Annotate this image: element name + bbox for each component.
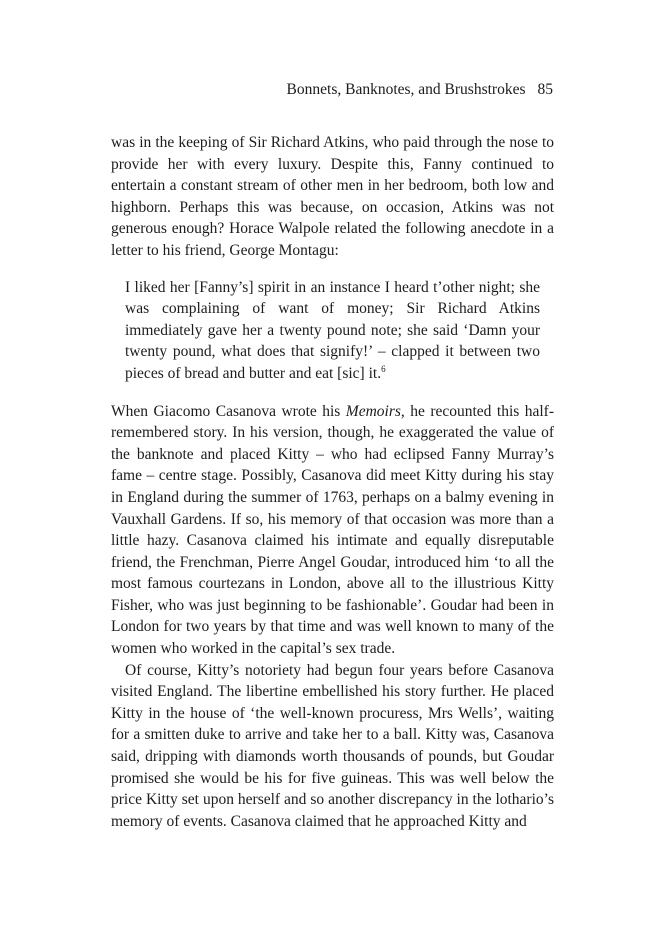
paragraph-continued: was in the keeping of Sir Richard Atkins, who paid through the nose to provide her with every luxury. Despite this, Fanny continued to entertain a constant stream of other men in her bedroom, both low and highborn. Perhaps this was because, on occasion, Atkins was not generous enough? Horace Walpole related the following anecdote in a letter to his friend, George Montagu:	[111, 134, 554, 259]
page-number: 85	[537, 81, 553, 98]
footnote-reference[interactable]: 6	[381, 363, 386, 374]
book-title-memoirs: Memoirs	[345, 402, 401, 420]
paragraph-casanova	[111, 401, 554, 660]
paragraph-kitty-notoriety: Of course, Kitty’s notoriety had begun four years before Casanova visited England. The libertine embellished his story further. He placed Kitty in the house of ‘the well-known procuress, Mrs Wells’, waiting for a smitten duke to arrive and take her to a ball. Kitty was, Casanova said, dripping with diamonds worth thousands of pounds, but Goudar promised she would be his for five guineas. This was well below the price Kitty set upon herself and so another discrepancy in the lothario’s memory of events. Casanova claimed that he approached Kitty and	[111, 661, 554, 830]
block-quote-text	[125, 277, 540, 385]
running-head-title: Bonnets, Banknotes, and Brushstrokes	[286, 81, 526, 98]
body-text	[111, 132, 554, 832]
running-head	[287, 80, 553, 100]
paragraph-casanova-lead: When Giacomo Casanova wrote his	[111, 402, 346, 420]
paragraph-casanova-rest: , he recounted this half-remembered story. In his version, though, he exaggerated the value of the banknote and placed Kitty – who had eclipsed Fanny Murray’s fame – centre stage. Possibly, Casanova did meet Kitty during his stay in England during the summer of 1763, perhaps on a balmy evening in Vauxhall Gardens. If so, his memory of that occasion was more than a little hazy. Casanova claimed his intimate and equally disreputable friend, the Frenchman, Pierre Angel Goudar, introduced him ‘to all the most famous courtezans in London, above all to the illustrious Kitty Fisher, who was just beginning to be fashionable’. Goudar had been in London for two years by that time and was well known to many of the women who worked in the capital’s sex trade.	[111, 402, 555, 658]
block-quote-body: I liked her [Fanny’s] spirit in an instance I heard t’other night; she was complaining of want of money; Sir Richard Atkins immediately gave her a twenty pound note; she said ‘Damn your twenty pound, what does that signify!’ – clapped it between two pieces of bread and butter and eat [sic] it.	[125, 278, 540, 382]
block-quote	[125, 277, 540, 385]
